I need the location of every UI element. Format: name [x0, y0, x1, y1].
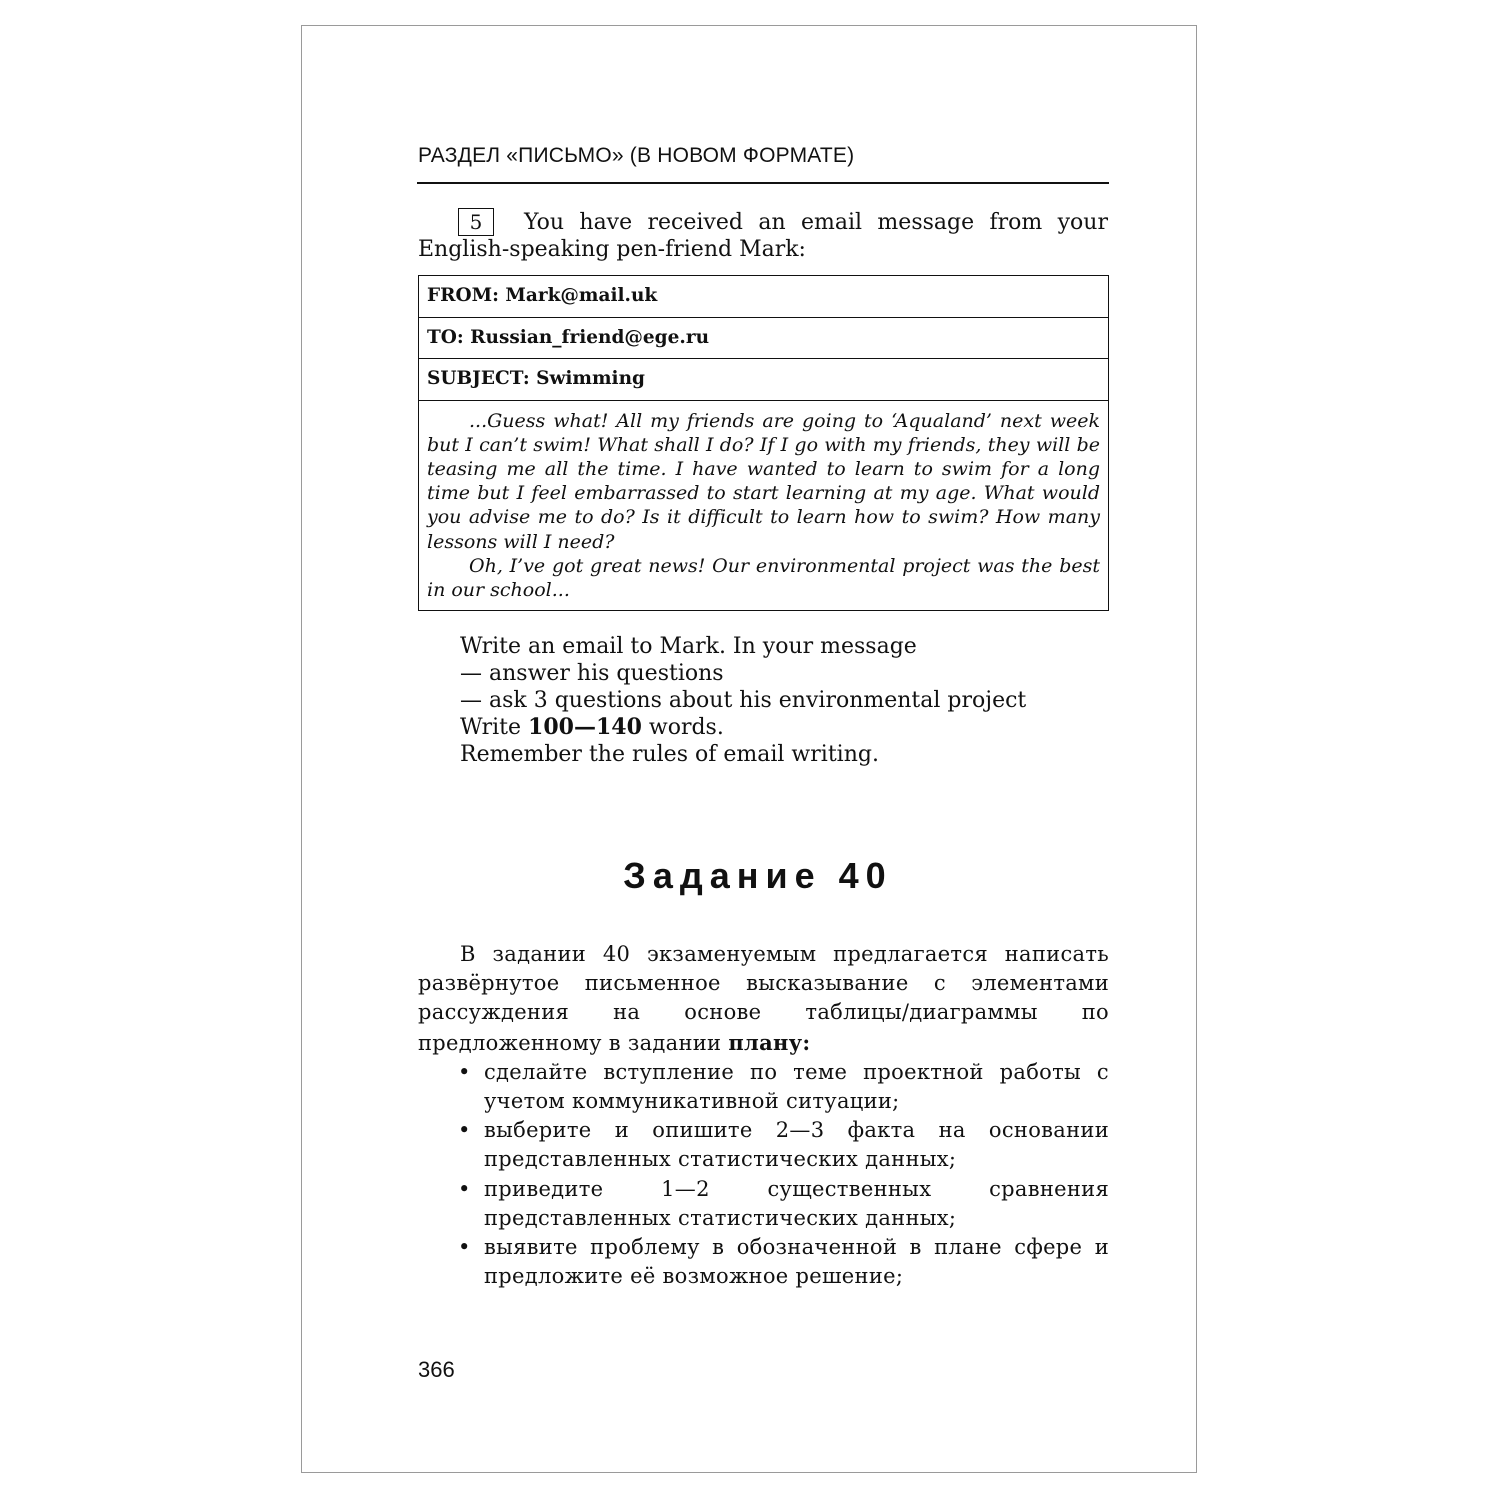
word-count-suffix: words.	[641, 715, 724, 740]
plan-item	[418, 1233, 1109, 1291]
running-head: РАЗДЕЛ «ПИСЬМО» (В НОВОМ ФОРМАТЕ)	[418, 144, 855, 167]
bullet-icon: •	[458, 1059, 471, 1084]
instruction-line: — answer his questions	[460, 661, 724, 686]
plan-item-text: сделайте вступление по теме проектной работы с учетом коммуникативной ситуации;	[484, 1059, 1109, 1114]
instruction-line: Write an email to Mark. In your message	[460, 634, 917, 659]
email-paragraph-2: Oh, I’ve got great news! Our environmental project was the best in our school...	[427, 554, 1100, 601]
plan-item-text: выберите и опишите 2—3 факта на основании представленных статистических данных;	[484, 1118, 1109, 1172]
instruction-line: — ask 3 questions about his environmental project	[460, 688, 1027, 713]
email-subject: SUBJECT: Swimming	[419, 359, 1108, 401]
email-box	[418, 275, 1109, 611]
task-intro-text: You have received an email message from your English-speaking pen-friend Mark:	[418, 210, 1108, 262]
email-from: FROM: Mark@mail.uk	[419, 276, 1108, 318]
body-intro-text: В задании 40 экзаменуемым предлагается написать развёрнутое письменное высказывание с элементами рассуждения на основе таблицы/диаграммы по предложенному в задании	[418, 942, 1109, 1055]
plan-item	[418, 1058, 1109, 1116]
email-to: TO: Russian_friend@ege.ru	[419, 318, 1108, 360]
task-intro	[418, 208, 1108, 263]
word-count-range: 100—140	[528, 714, 642, 740]
email-paragraph-1: ...Guess what! All my friends are going to ‘Aqualand’ next week but I can’t swim! What shall I do? If I go with my friends, they will be teasing me all the time. I have wanted to learn to swim for a long time but I feel embarrassed to start learning at my age. What would you advise me to do? Is it difficult to learn how to swim? How many lessons will I need?	[427, 409, 1100, 553]
bullet-icon: •	[458, 1235, 471, 1260]
page-number: 366	[418, 1357, 455, 1382]
plan-item	[418, 1116, 1109, 1174]
bullet-icon: •	[458, 1176, 471, 1201]
task-number-box: 5	[458, 208, 494, 236]
plan-item	[418, 1175, 1109, 1233]
body-intro-bold: плану:	[728, 1029, 811, 1055]
header-rule	[417, 182, 1109, 184]
section-title: Задание 40	[623, 855, 893, 896]
task-instructions	[460, 633, 1026, 768]
plan-list	[418, 1058, 1109, 1292]
body-text	[418, 940, 1109, 1291]
bullet-icon: •	[458, 1118, 471, 1143]
plan-item-text: выявите проблему в обозначенной в плане сфере и предложите её возможное решение;	[484, 1235, 1109, 1289]
plan-item-text: приведите 1—2 существенных сравнения представленных статистических данных;	[484, 1176, 1109, 1230]
instruction-word-count	[460, 714, 1026, 741]
instruction-line: Remember the rules of email writing.	[460, 742, 879, 767]
word-count-prefix: Write	[460, 715, 529, 740]
email-body	[419, 401, 1108, 611]
body-intro	[418, 940, 1109, 1058]
